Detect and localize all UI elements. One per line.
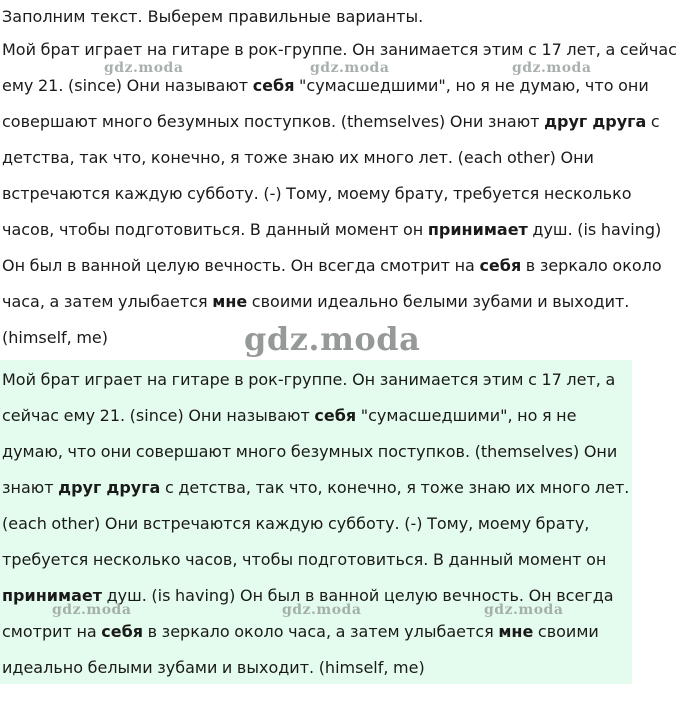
watermark-logo: gdz.moda bbox=[104, 60, 184, 76]
document bbox=[0, 0, 680, 356]
text-segment: "сумасшедшими", но я не думаю, что они совершают много безумных поступков. (themselves) Они знают bbox=[2, 406, 618, 497]
text-segment: Мой брат играет на гитаре в рок-группе. Он занимается этим с 17 лет, а сейчас ему 21. (since) Они называют bbox=[2, 40, 677, 95]
highlighted-answer: принимает bbox=[427, 220, 528, 239]
text-segment: в зеркало около часа, а затем улыбается bbox=[2, 256, 662, 311]
watermark-logo: gdz.moda bbox=[52, 602, 132, 618]
watermark-logo: gdz.moda bbox=[484, 602, 564, 618]
answer-block bbox=[0, 360, 632, 684]
text-segment: душ. (is having) Он был в ванной целую вечность. Он всегда смотрит на bbox=[2, 220, 662, 275]
text-segment: "сумасшедшими", но я не думаю, что они совершают много безумных поступков. (themselves) Они знают bbox=[2, 76, 649, 131]
text-segment: в зеркало около часа, а затем улыбается bbox=[143, 622, 499, 641]
watermark-logo: gdz.moda bbox=[310, 60, 390, 76]
highlighted-answer: себя bbox=[314, 406, 357, 425]
highlighted-answer: себя bbox=[479, 256, 522, 275]
highlighted-answer: друг друга bbox=[544, 112, 647, 131]
watermark-logo: gdz.moda bbox=[512, 60, 592, 76]
highlighted-answer: себя bbox=[252, 76, 295, 95]
text-segment: Мой брат играет на гитаре в рок-группе. Он занимается этим с 17 лет, а сейчас ему 21. (since) Они называют bbox=[2, 370, 616, 425]
highlighted-answer: себя bbox=[101, 622, 144, 641]
text-segment: с детства, так что, конечно, я тоже знаю их много лет. (each other) Они встречаются каждую субботу. (-) Тому, моему брату, требуется несколько часов, чтобы подготовиться. В данный момент он bbox=[2, 478, 630, 569]
text-segment: с детства, так что, конечно, я тоже знаю их много лет. (each other) Они встречаются каждую субботу. (-) Тому, моему брату, требуется несколько часов, чтобы подготовиться. В данный момент он bbox=[2, 112, 660, 239]
text-paragraph bbox=[0, 32, 680, 356]
watermark-logo-large: gdz.moda bbox=[244, 320, 421, 358]
watermark-logo: gdz.moda bbox=[282, 602, 362, 618]
text-segment: своими идеально белыми зубами и выходит. (himself, me) bbox=[2, 292, 630, 347]
text-segment: своими идеально белыми зубами и выходит. (himself, me) bbox=[2, 622, 599, 677]
highlighted-answer: мне bbox=[498, 622, 534, 641]
answer-paragraph bbox=[0, 360, 630, 686]
task-heading: Заполним текст. Выберем правильные варианты. bbox=[2, 7, 424, 26]
highlighted-answer: принимает bbox=[2, 586, 102, 605]
text-segment: душ. (is having) Он был в ванной целую вечность. Он всегда смотрит на bbox=[2, 586, 614, 641]
highlighted-answer: друг друга bbox=[58, 478, 161, 497]
highlighted-answer: мне bbox=[212, 292, 248, 311]
